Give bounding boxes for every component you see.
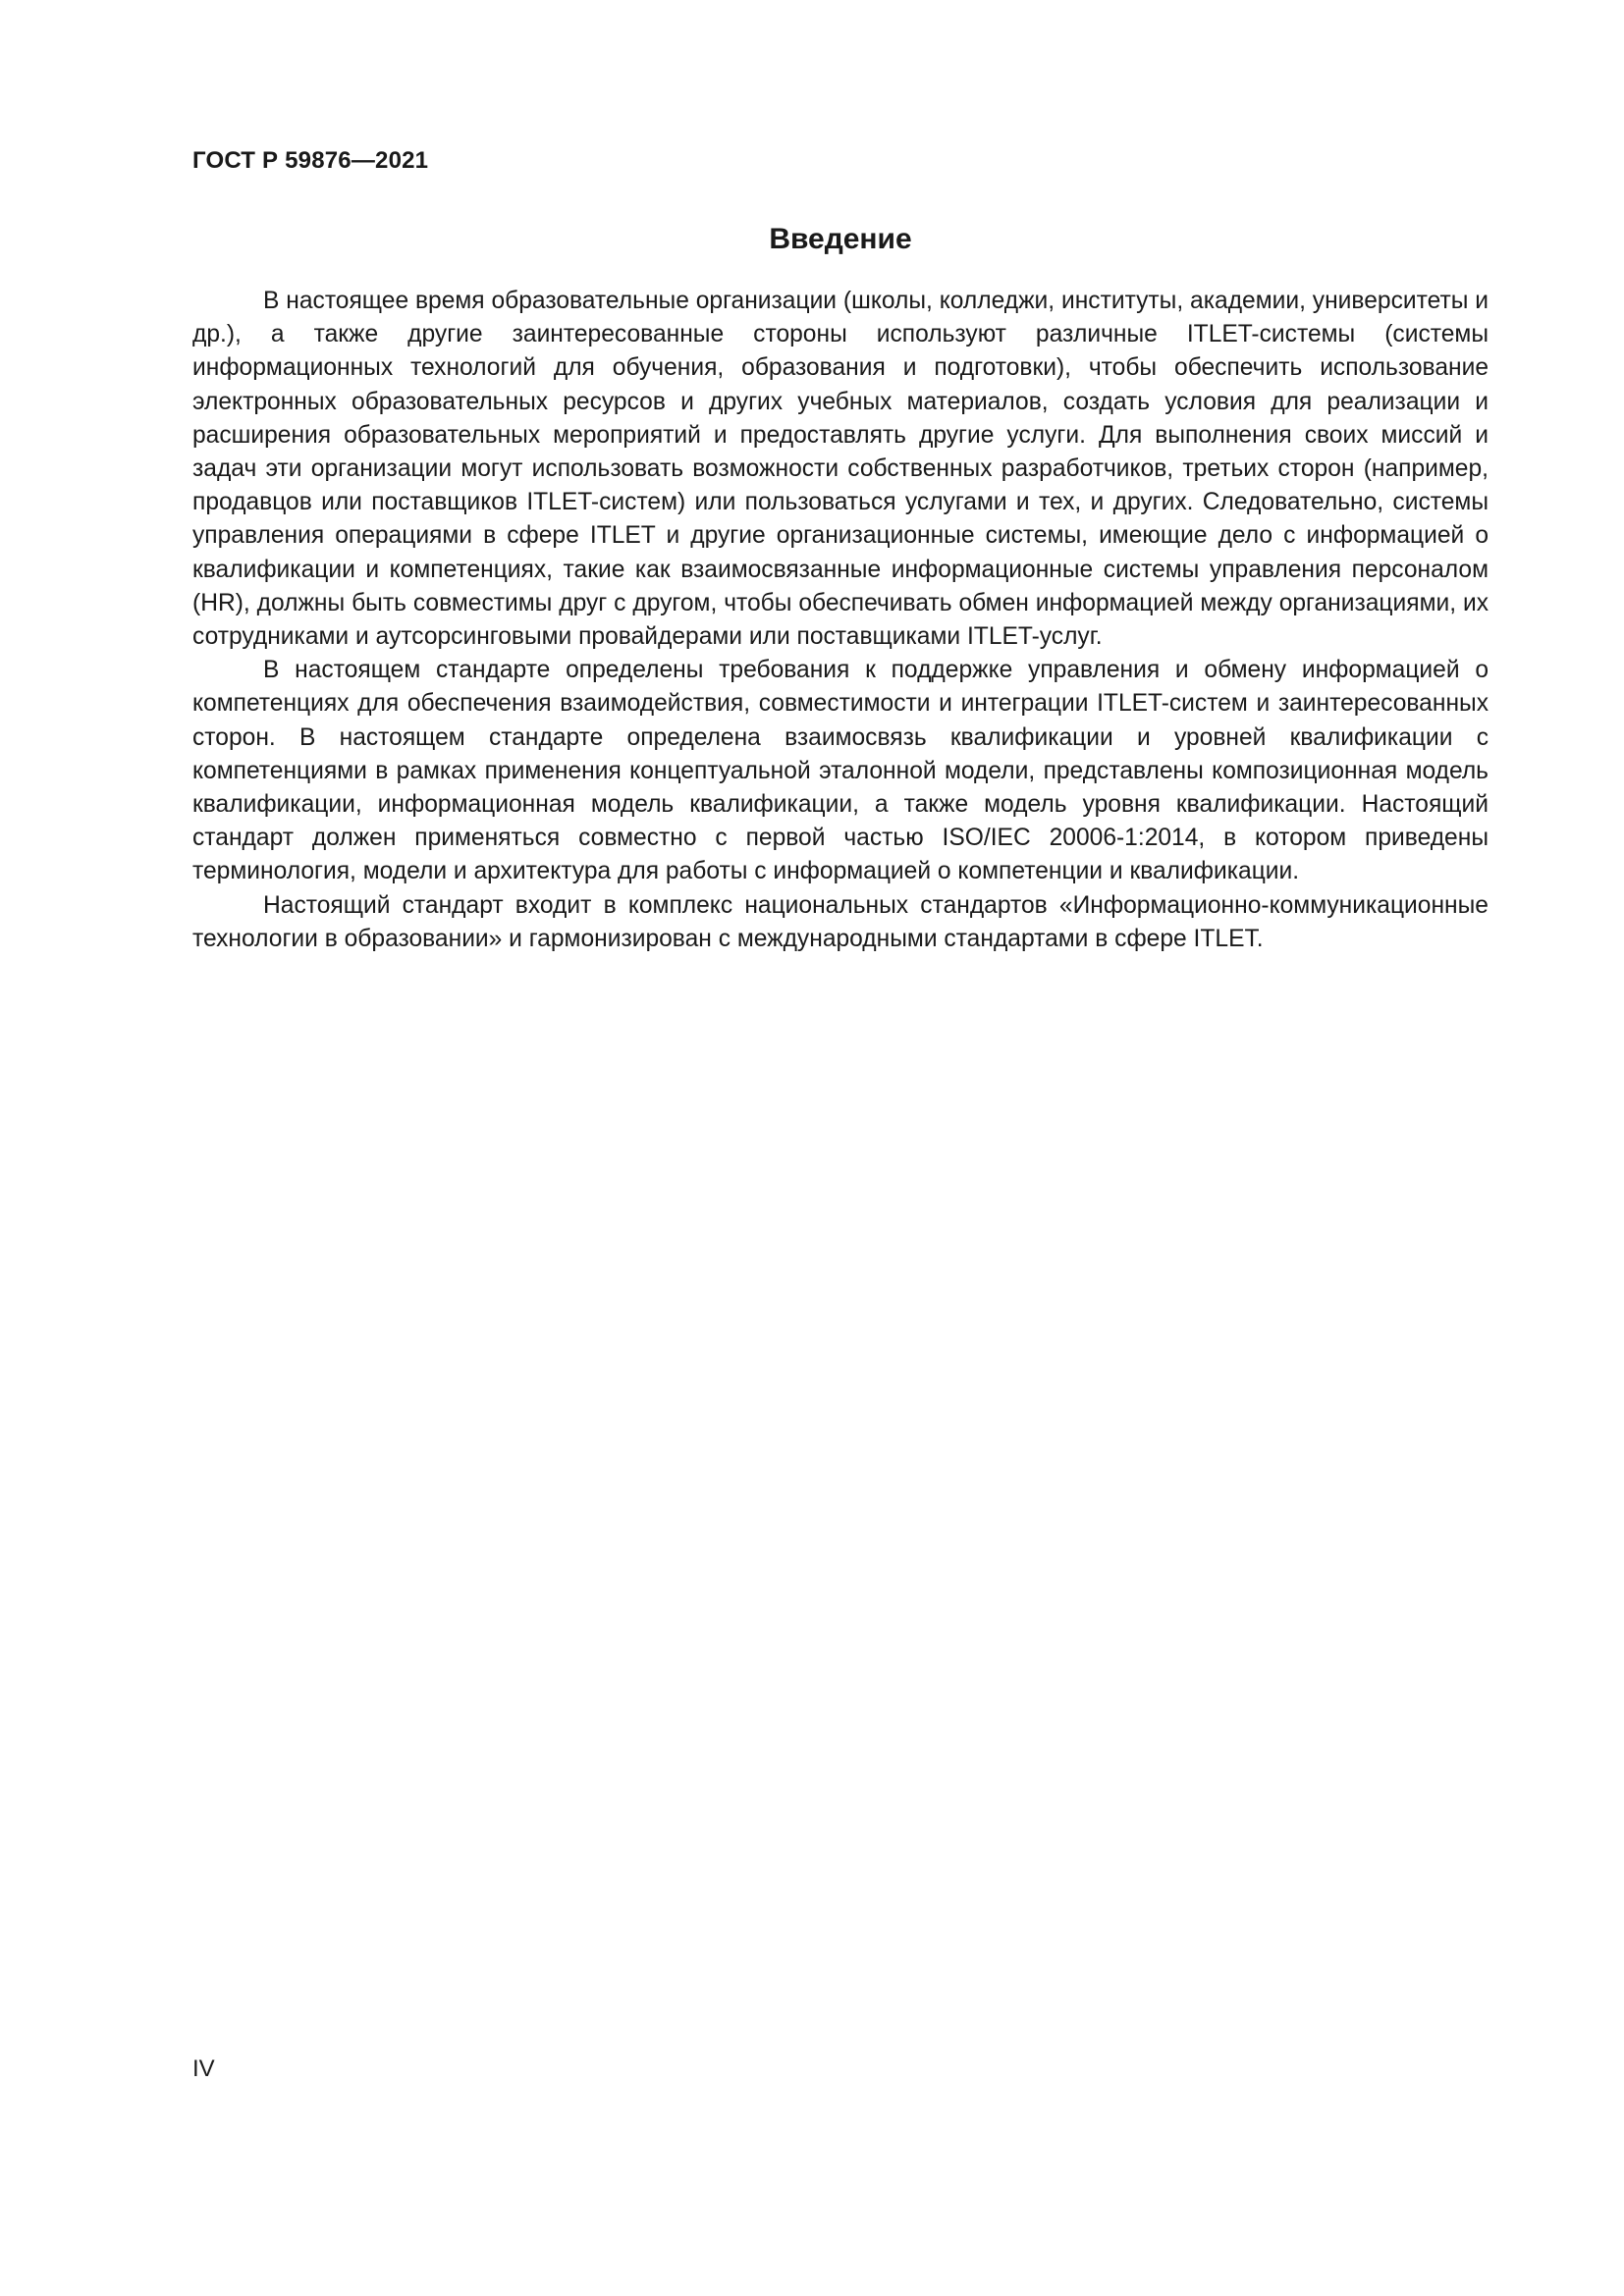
- paragraph: Настоящий стандарт входит в комплекс национальных стандартов «Информационно-коммуникационные технологии в образовании» и гармонизирован с международными стандартами в сфере ITLET.: [192, 891, 1489, 952]
- paragraph: В настоящем стандарте определены требования к поддержке управления и обмену информацией о компетенциях для обеспечения взаимодействия, совместимости и интеграции ITLET-систем и заинтересованных сторон. В настоящем стандарте определена взаимосвязь квалификации и уровней квалификации с компетенциями в рамках применения концептуальной эталонной модели, представлены композиционная модель квалификации, информационная модель квалификации, а также модель уровня квалификации. Настоящий стандарт должен применяться совместно с первой частью ISO/IEC 20006-1:2014, в котором приведены терминология, модели и архитектура для работы с информацией о компетенции и квалификации.: [192, 657, 1489, 885]
- section-title: Введение: [769, 223, 912, 255]
- paragraph: В настоящее время образовательные организации (школы, колледжи, институты, академии, университеты и др.), а также другие заинтересованные стороны используют различные ITLET-системы (системы информационных технологий для обучения, образования и подготовки), чтобы обеспечить использование электронных образовательных ресурсов и других учебных материалов, создать условия для реализации и расширения образовательных мероприятий и предоставлять другие услуги. Для выполнения своих миссий и задач эти организации могут использовать возможности собственных разработчиков, третьих сторон (например, продавцов или поставщиков ITLET-систем) или пользоваться услугами и тех, и других. Следовательно, системы управления операциями в сфере ITLET и другие организационные системы, имеющие дело с информацией о квалификации и компетенциях, такие как взаимосвязанные информационные системы управления персоналом (HR), должны быть совместимы друг с другом, чтобы обеспечивать обмен информацией между организациями, их сотрудниками и аутсорсинговыми провайдерами или поставщиками ITLET-услуг.: [192, 288, 1489, 651]
- document-code-header: ГОСТ Р 59876—2021: [192, 147, 429, 174]
- section-body: [192, 285, 1489, 956]
- page-number: IV: [192, 2056, 215, 2082]
